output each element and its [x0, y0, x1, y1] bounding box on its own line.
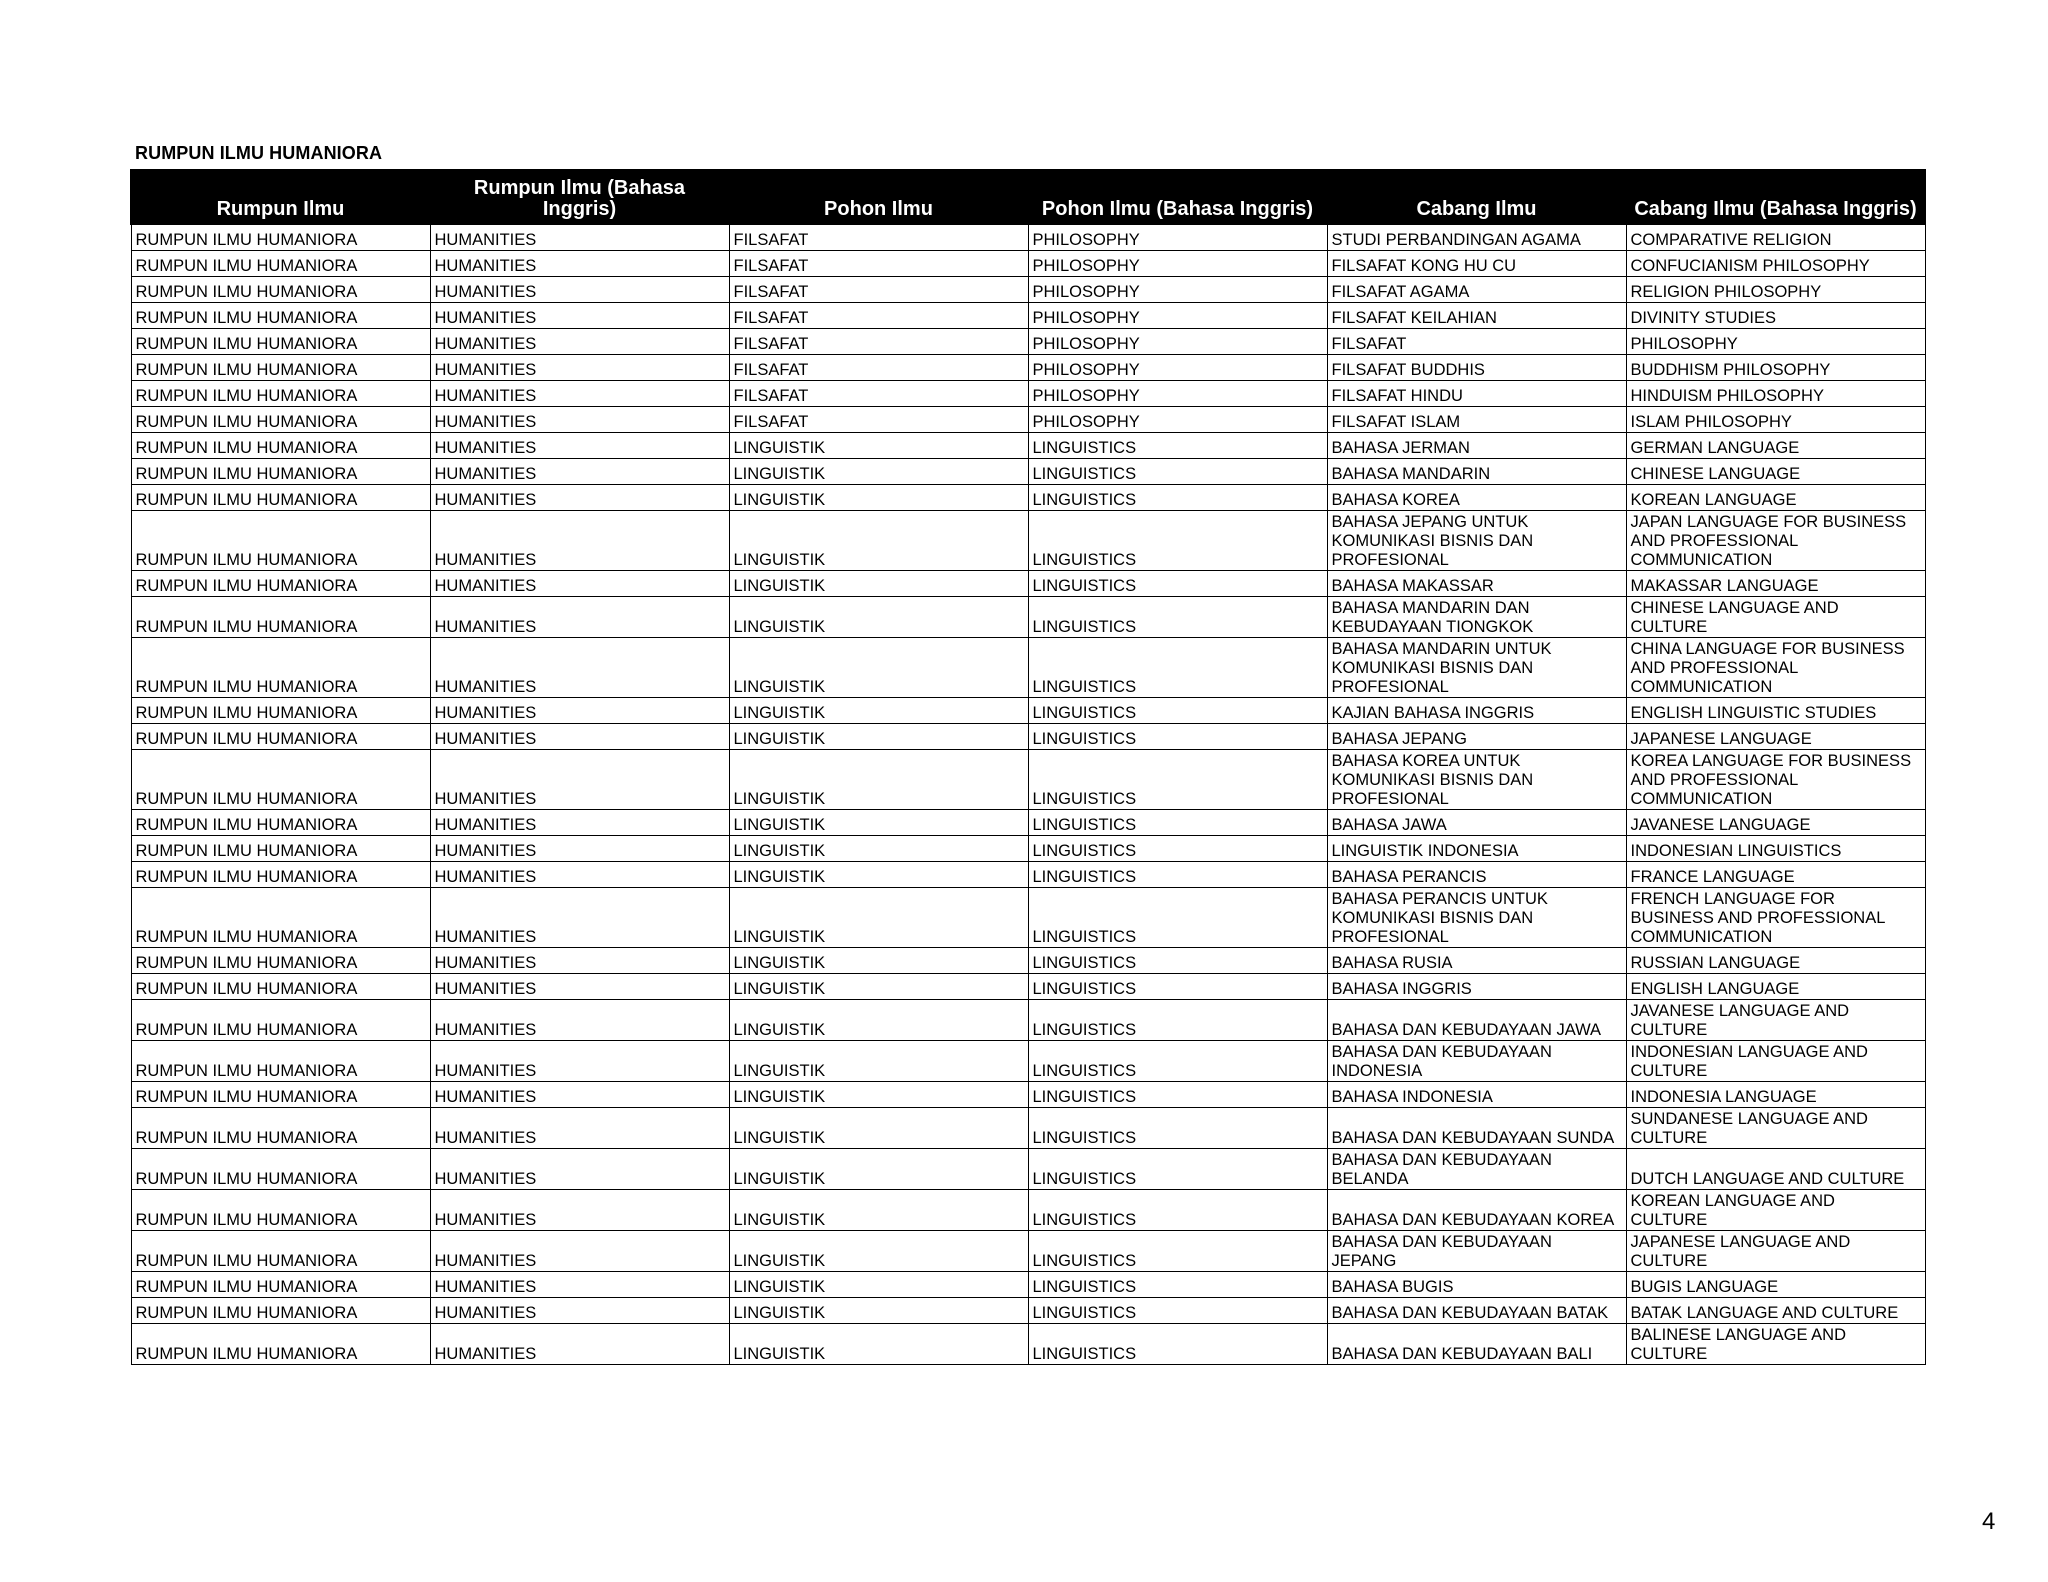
- cell-pohon-ilmu-en: LINGUISTICS: [1028, 1108, 1327, 1149]
- cell-rumpun-ilmu: RUMPUN ILMU HUMANIORA: [131, 571, 430, 597]
- table-row: [131, 810, 1925, 836]
- table-row: [131, 485, 1925, 511]
- table-row: [131, 571, 1925, 597]
- table-row: [131, 381, 1925, 407]
- cell-pohon-ilmu: FILSAFAT: [729, 251, 1028, 277]
- table-row: [131, 1190, 1925, 1231]
- cell-pohon-ilmu: LINGUISTIK: [729, 1108, 1028, 1149]
- table-row: [131, 1000, 1925, 1041]
- cell-pohon-ilmu: FILSAFAT: [729, 303, 1028, 329]
- cell-cabang-ilmu-en: CHINESE LANGUAGE: [1626, 459, 1925, 485]
- cell-cabang-ilmu: FILSAFAT ISLAM: [1327, 407, 1626, 433]
- cell-pohon-ilmu-en: LINGUISTICS: [1028, 638, 1327, 698]
- cell-cabang-ilmu: BAHASA KOREA UNTUK KOMUNIKASI BISNIS DAN PROFESIONAL: [1327, 750, 1626, 810]
- cell-rumpun-ilmu-en: HUMANITIES: [430, 1298, 729, 1324]
- cell-rumpun-ilmu: RUMPUN ILMU HUMANIORA: [131, 698, 430, 724]
- cell-pohon-ilmu: LINGUISTIK: [729, 597, 1028, 638]
- cell-pohon-ilmu-en: LINGUISTICS: [1028, 750, 1327, 810]
- cell-cabang-ilmu: BAHASA INGGRIS: [1327, 974, 1626, 1000]
- cell-rumpun-ilmu-en: HUMANITIES: [430, 511, 729, 571]
- column-header: Pohon Ilmu: [729, 170, 1028, 224]
- rumpun-ilmu-table: [130, 169, 1926, 1365]
- cell-cabang-ilmu: BAHASA MANDARIN DAN KEBUDAYAAN TIONGKOK: [1327, 597, 1626, 638]
- table-row: [131, 948, 1925, 974]
- cell-cabang-ilmu: BAHASA DAN KEBUDAYAAN JEPANG: [1327, 1231, 1626, 1272]
- cell-pohon-ilmu: FILSAFAT: [729, 277, 1028, 303]
- cell-rumpun-ilmu: RUMPUN ILMU HUMANIORA: [131, 836, 430, 862]
- cell-cabang-ilmu: BAHASA DAN KEBUDAYAAN BALI: [1327, 1324, 1626, 1365]
- cell-rumpun-ilmu-en: HUMANITIES: [430, 407, 729, 433]
- cell-rumpun-ilmu-en: HUMANITIES: [430, 1108, 729, 1149]
- cell-cabang-ilmu-en: MAKASSAR LANGUAGE: [1626, 571, 1925, 597]
- table-row: [131, 1231, 1925, 1272]
- cell-pohon-ilmu: LINGUISTIK: [729, 1149, 1028, 1190]
- table-row: [131, 638, 1925, 698]
- cell-pohon-ilmu: LINGUISTIK: [729, 888, 1028, 948]
- cell-pohon-ilmu-en: LINGUISTICS: [1028, 724, 1327, 750]
- cell-cabang-ilmu-en: BALINESE LANGUAGE AND CULTURE: [1626, 1324, 1925, 1365]
- cell-rumpun-ilmu-en: HUMANITIES: [430, 948, 729, 974]
- cell-cabang-ilmu: FILSAFAT KEILAHIAN: [1327, 303, 1626, 329]
- cell-cabang-ilmu-en: CHINESE LANGUAGE AND CULTURE: [1626, 597, 1925, 638]
- table-row: [131, 251, 1925, 277]
- cell-cabang-ilmu: BAHASA JEPANG: [1327, 724, 1626, 750]
- cell-rumpun-ilmu: RUMPUN ILMU HUMANIORA: [131, 724, 430, 750]
- cell-rumpun-ilmu-en: HUMANITIES: [430, 485, 729, 511]
- cell-pohon-ilmu-en: LINGUISTICS: [1028, 1041, 1327, 1082]
- cell-pohon-ilmu-en: PHILOSOPHY: [1028, 329, 1327, 355]
- cell-cabang-ilmu: FILSAFAT: [1327, 329, 1626, 355]
- cell-rumpun-ilmu: RUMPUN ILMU HUMANIORA: [131, 974, 430, 1000]
- cell-pohon-ilmu: LINGUISTIK: [729, 1298, 1028, 1324]
- cell-pohon-ilmu: LINGUISTIK: [729, 638, 1028, 698]
- cell-pohon-ilmu-en: LINGUISTICS: [1028, 1231, 1327, 1272]
- column-header: Cabang Ilmu (Bahasa Inggris): [1626, 170, 1925, 224]
- cell-pohon-ilmu: LINGUISTIK: [729, 1272, 1028, 1298]
- cell-pohon-ilmu-en: LINGUISTICS: [1028, 1082, 1327, 1108]
- cell-rumpun-ilmu: RUMPUN ILMU HUMANIORA: [131, 224, 430, 251]
- cell-pohon-ilmu: LINGUISTIK: [729, 810, 1028, 836]
- cell-pohon-ilmu: LINGUISTIK: [729, 485, 1028, 511]
- cell-cabang-ilmu: BAHASA MANDARIN: [1327, 459, 1626, 485]
- cell-cabang-ilmu-en: ENGLISH LINGUISTIC STUDIES: [1626, 698, 1925, 724]
- cell-pohon-ilmu: LINGUISTIK: [729, 1000, 1028, 1041]
- cell-rumpun-ilmu: RUMPUN ILMU HUMANIORA: [131, 810, 430, 836]
- cell-rumpun-ilmu-en: HUMANITIES: [430, 750, 729, 810]
- cell-cabang-ilmu-en: RELIGION PHILOSOPHY: [1626, 277, 1925, 303]
- cell-cabang-ilmu-en: CHINA LANGUAGE FOR BUSINESS AND PROFESSIONAL COMMUNICATION: [1626, 638, 1925, 698]
- cell-pohon-ilmu-en: LINGUISTICS: [1028, 433, 1327, 459]
- cell-rumpun-ilmu: RUMPUN ILMU HUMANIORA: [131, 1190, 430, 1231]
- cell-cabang-ilmu-en: DUTCH LANGUAGE AND CULTURE: [1626, 1149, 1925, 1190]
- cell-rumpun-ilmu: RUMPUN ILMU HUMANIORA: [131, 251, 430, 277]
- cell-pohon-ilmu: LINGUISTIK: [729, 459, 1028, 485]
- cell-cabang-ilmu: FILSAFAT AGAMA: [1327, 277, 1626, 303]
- cell-cabang-ilmu-en: HINDUISM PHILOSOPHY: [1626, 381, 1925, 407]
- cell-rumpun-ilmu: RUMPUN ILMU HUMANIORA: [131, 1149, 430, 1190]
- cell-rumpun-ilmu-en: HUMANITIES: [430, 303, 729, 329]
- cell-rumpun-ilmu-en: HUMANITIES: [430, 251, 729, 277]
- table-row: [131, 1108, 1925, 1149]
- cell-rumpun-ilmu-en: HUMANITIES: [430, 1041, 729, 1082]
- cell-cabang-ilmu: BAHASA INDONESIA: [1327, 1082, 1626, 1108]
- cell-pohon-ilmu-en: LINGUISTICS: [1028, 698, 1327, 724]
- page-number: 4: [1982, 1508, 1996, 1535]
- cell-cabang-ilmu-en: DIVINITY STUDIES: [1626, 303, 1925, 329]
- cell-cabang-ilmu: BAHASA RUSIA: [1327, 948, 1626, 974]
- table-row: [131, 750, 1925, 810]
- cell-cabang-ilmu-en: KOREAN LANGUAGE: [1626, 485, 1925, 511]
- cell-cabang-ilmu-en: RUSSIAN LANGUAGE: [1626, 948, 1925, 974]
- cell-rumpun-ilmu-en: HUMANITIES: [430, 1149, 729, 1190]
- cell-rumpun-ilmu: RUMPUN ILMU HUMANIORA: [131, 355, 430, 381]
- cell-rumpun-ilmu-en: HUMANITIES: [430, 1082, 729, 1108]
- cell-rumpun-ilmu: RUMPUN ILMU HUMANIORA: [131, 1082, 430, 1108]
- cell-pohon-ilmu: LINGUISTIK: [729, 1082, 1028, 1108]
- cell-pohon-ilmu-en: LINGUISTICS: [1028, 974, 1327, 1000]
- cell-cabang-ilmu: FILSAFAT BUDDHIS: [1327, 355, 1626, 381]
- cell-pohon-ilmu-en: LINGUISTICS: [1028, 485, 1327, 511]
- cell-rumpun-ilmu-en: HUMANITIES: [430, 381, 729, 407]
- cell-pohon-ilmu: FILSAFAT: [729, 355, 1028, 381]
- cell-rumpun-ilmu: RUMPUN ILMU HUMANIORA: [131, 888, 430, 948]
- cell-cabang-ilmu: FILSAFAT HINDU: [1327, 381, 1626, 407]
- cell-rumpun-ilmu-en: HUMANITIES: [430, 277, 729, 303]
- table-row: [131, 355, 1925, 381]
- cell-pohon-ilmu: LINGUISTIK: [729, 698, 1028, 724]
- cell-pohon-ilmu: LINGUISTIK: [729, 433, 1028, 459]
- cell-rumpun-ilmu: RUMPUN ILMU HUMANIORA: [131, 277, 430, 303]
- cell-pohon-ilmu: LINGUISTIK: [729, 511, 1028, 571]
- cell-rumpun-ilmu-en: HUMANITIES: [430, 724, 729, 750]
- cell-rumpun-ilmu: RUMPUN ILMU HUMANIORA: [131, 329, 430, 355]
- table-row: [131, 407, 1925, 433]
- cell-rumpun-ilmu: RUMPUN ILMU HUMANIORA: [131, 485, 430, 511]
- cell-cabang-ilmu: BAHASA MANDARIN UNTUK KOMUNIKASI BISNIS DAN PROFESIONAL: [1327, 638, 1626, 698]
- cell-pohon-ilmu: FILSAFAT: [729, 407, 1028, 433]
- cell-pohon-ilmu-en: LINGUISTICS: [1028, 1190, 1327, 1231]
- cell-pohon-ilmu: LINGUISTIK: [729, 862, 1028, 888]
- cell-cabang-ilmu: BAHASA PERANCIS: [1327, 862, 1626, 888]
- cell-rumpun-ilmu-en: HUMANITIES: [430, 836, 729, 862]
- cell-cabang-ilmu: BAHASA PERANCIS UNTUK KOMUNIKASI BISNIS DAN PROFESIONAL: [1327, 888, 1626, 948]
- cell-rumpun-ilmu: RUMPUN ILMU HUMANIORA: [131, 862, 430, 888]
- cell-pohon-ilmu: LINGUISTIK: [729, 948, 1028, 974]
- table-row: [131, 329, 1925, 355]
- cell-rumpun-ilmu: RUMPUN ILMU HUMANIORA: [131, 1298, 430, 1324]
- cell-rumpun-ilmu-en: HUMANITIES: [430, 329, 729, 355]
- cell-rumpun-ilmu-en: HUMANITIES: [430, 459, 729, 485]
- table-row: [131, 277, 1925, 303]
- cell-cabang-ilmu-en: INDONESIAN LINGUISTICS: [1626, 836, 1925, 862]
- cell-cabang-ilmu: BAHASA DAN KEBUDAYAAN BELANDA: [1327, 1149, 1626, 1190]
- column-header: Rumpun Ilmu (Bahasa Inggris): [430, 170, 729, 224]
- table-row: [131, 459, 1925, 485]
- cell-rumpun-ilmu-en: HUMANITIES: [430, 1190, 729, 1231]
- table-row: [131, 1324, 1925, 1365]
- cell-rumpun-ilmu: RUMPUN ILMU HUMANIORA: [131, 597, 430, 638]
- cell-cabang-ilmu: BAHASA JAWA: [1327, 810, 1626, 836]
- cell-cabang-ilmu-en: KOREA LANGUAGE FOR BUSINESS AND PROFESSIONAL COMMUNICATION: [1626, 750, 1925, 810]
- cell-cabang-ilmu: BAHASA JERMAN: [1327, 433, 1626, 459]
- cell-cabang-ilmu: KAJIAN BAHASA INGGRIS: [1327, 698, 1626, 724]
- cell-cabang-ilmu-en: CONFUCIANISM PHILOSOPHY: [1626, 251, 1925, 277]
- cell-pohon-ilmu-en: LINGUISTICS: [1028, 1149, 1327, 1190]
- cell-rumpun-ilmu: RUMPUN ILMU HUMANIORA: [131, 750, 430, 810]
- cell-rumpun-ilmu: RUMPUN ILMU HUMANIORA: [131, 381, 430, 407]
- cell-rumpun-ilmu-en: HUMANITIES: [430, 571, 729, 597]
- cell-cabang-ilmu-en: FRANCE LANGUAGE: [1626, 862, 1925, 888]
- table-row: [131, 1082, 1925, 1108]
- cell-cabang-ilmu-en: JAPANESE LANGUAGE AND CULTURE: [1626, 1231, 1925, 1272]
- cell-cabang-ilmu-en: KOREAN LANGUAGE AND CULTURE: [1626, 1190, 1925, 1231]
- header-row: [131, 170, 1925, 224]
- cell-cabang-ilmu: BAHASA BUGIS: [1327, 1272, 1626, 1298]
- cell-pohon-ilmu: LINGUISTIK: [729, 1190, 1028, 1231]
- cell-pohon-ilmu-en: PHILOSOPHY: [1028, 224, 1327, 251]
- cell-pohon-ilmu-en: PHILOSOPHY: [1028, 407, 1327, 433]
- cell-pohon-ilmu-en: LINGUISTICS: [1028, 597, 1327, 638]
- page-title: RUMPUN ILMU HUMANIORA: [135, 143, 383, 163]
- cell-rumpun-ilmu: RUMPUN ILMU HUMANIORA: [131, 1324, 430, 1365]
- cell-pohon-ilmu: LINGUISTIK: [729, 1041, 1028, 1082]
- cell-cabang-ilmu: BAHASA DAN KEBUDAYAAN JAWA: [1327, 1000, 1626, 1041]
- cell-rumpun-ilmu-en: HUMANITIES: [430, 224, 729, 251]
- table-row: [131, 433, 1925, 459]
- cell-pohon-ilmu-en: LINGUISTICS: [1028, 862, 1327, 888]
- cell-rumpun-ilmu: RUMPUN ILMU HUMANIORA: [131, 407, 430, 433]
- cell-rumpun-ilmu-en: HUMANITIES: [430, 355, 729, 381]
- cell-cabang-ilmu: BAHASA DAN KEBUDAYAAN INDONESIA: [1327, 1041, 1626, 1082]
- cell-cabang-ilmu-en: SUNDANESE LANGUAGE AND CULTURE: [1626, 1108, 1925, 1149]
- column-header: Pohon Ilmu (Bahasa Inggris): [1028, 170, 1327, 224]
- cell-rumpun-ilmu-en: HUMANITIES: [430, 597, 729, 638]
- cell-cabang-ilmu-en: JAPANESE LANGUAGE: [1626, 724, 1925, 750]
- cell-pohon-ilmu-en: LINGUISTICS: [1028, 810, 1327, 836]
- table-row: [131, 888, 1925, 948]
- cell-cabang-ilmu-en: JAVANESE LANGUAGE AND CULTURE: [1626, 1000, 1925, 1041]
- cell-cabang-ilmu: FILSAFAT KONG HU CU: [1327, 251, 1626, 277]
- cell-cabang-ilmu-en: JAVANESE LANGUAGE: [1626, 810, 1925, 836]
- column-header: Rumpun Ilmu: [131, 170, 430, 224]
- table-row: [131, 1149, 1925, 1190]
- cell-rumpun-ilmu-en: HUMANITIES: [430, 1231, 729, 1272]
- cell-pohon-ilmu: LINGUISTIK: [729, 1324, 1028, 1365]
- cell-cabang-ilmu-en: BATAK LANGUAGE AND CULTURE: [1626, 1298, 1925, 1324]
- cell-pohon-ilmu-en: LINGUISTICS: [1028, 459, 1327, 485]
- cell-rumpun-ilmu: RUMPUN ILMU HUMANIORA: [131, 638, 430, 698]
- cell-pohon-ilmu: LINGUISTIK: [729, 750, 1028, 810]
- cell-cabang-ilmu: LINGUISTIK INDONESIA: [1327, 836, 1626, 862]
- table-body: [131, 224, 1925, 1365]
- cell-cabang-ilmu-en: COMPARATIVE RELIGION: [1626, 224, 1925, 251]
- cell-rumpun-ilmu-en: HUMANITIES: [430, 1000, 729, 1041]
- cell-pohon-ilmu-en: LINGUISTICS: [1028, 1324, 1327, 1365]
- table-row: [131, 862, 1925, 888]
- cell-cabang-ilmu: BAHASA DAN KEBUDAYAAN SUNDA: [1327, 1108, 1626, 1149]
- cell-cabang-ilmu: STUDI PERBANDINGAN AGAMA: [1327, 224, 1626, 251]
- cell-rumpun-ilmu: RUMPUN ILMU HUMANIORA: [131, 1272, 430, 1298]
- table-row: [131, 974, 1925, 1000]
- cell-cabang-ilmu-en: FRENCH LANGUAGE FOR BUSINESS AND PROFESSIONAL COMMUNICATION: [1626, 888, 1925, 948]
- cell-pohon-ilmu-en: LINGUISTICS: [1028, 1298, 1327, 1324]
- cell-pohon-ilmu-en: LINGUISTICS: [1028, 948, 1327, 974]
- cell-pohon-ilmu-en: LINGUISTICS: [1028, 571, 1327, 597]
- cell-rumpun-ilmu-en: HUMANITIES: [430, 638, 729, 698]
- table-row: [131, 597, 1925, 638]
- table-row: [131, 724, 1925, 750]
- cell-cabang-ilmu-en: BUDDHISM PHILOSOPHY: [1626, 355, 1925, 381]
- cell-pohon-ilmu-en: PHILOSOPHY: [1028, 355, 1327, 381]
- table-row: [131, 1272, 1925, 1298]
- cell-pohon-ilmu: LINGUISTIK: [729, 836, 1028, 862]
- cell-cabang-ilmu-en: GERMAN LANGUAGE: [1626, 433, 1925, 459]
- cell-pohon-ilmu-en: LINGUISTICS: [1028, 511, 1327, 571]
- cell-pohon-ilmu-en: LINGUISTICS: [1028, 836, 1327, 862]
- cell-rumpun-ilmu: RUMPUN ILMU HUMANIORA: [131, 303, 430, 329]
- cell-cabang-ilmu: BAHASA MAKASSAR: [1327, 571, 1626, 597]
- cell-rumpun-ilmu-en: HUMANITIES: [430, 1324, 729, 1365]
- cell-rumpun-ilmu: RUMPUN ILMU HUMANIORA: [131, 1231, 430, 1272]
- table-row: [131, 698, 1925, 724]
- column-header: Cabang Ilmu: [1327, 170, 1626, 224]
- cell-pohon-ilmu-en: PHILOSOPHY: [1028, 277, 1327, 303]
- cell-rumpun-ilmu-en: HUMANITIES: [430, 974, 729, 1000]
- cell-cabang-ilmu-en: ENGLISH LANGUAGE: [1626, 974, 1925, 1000]
- table-row: [131, 1041, 1925, 1082]
- cell-cabang-ilmu-en: BUGIS LANGUAGE: [1626, 1272, 1925, 1298]
- cell-rumpun-ilmu-en: HUMANITIES: [430, 433, 729, 459]
- cell-pohon-ilmu-en: PHILOSOPHY: [1028, 251, 1327, 277]
- cell-rumpun-ilmu: RUMPUN ILMU HUMANIORA: [131, 511, 430, 571]
- cell-pohon-ilmu: LINGUISTIK: [729, 974, 1028, 1000]
- cell-pohon-ilmu-en: LINGUISTICS: [1028, 1272, 1327, 1298]
- cell-cabang-ilmu: BAHASA JEPANG UNTUK KOMUNIKASI BISNIS DAN PROFESIONAL: [1327, 511, 1626, 571]
- cell-pohon-ilmu: LINGUISTIK: [729, 571, 1028, 597]
- cell-pohon-ilmu-en: PHILOSOPHY: [1028, 303, 1327, 329]
- cell-rumpun-ilmu-en: HUMANITIES: [430, 1272, 729, 1298]
- cell-rumpun-ilmu-en: HUMANITIES: [430, 810, 729, 836]
- cell-cabang-ilmu-en: JAPAN LANGUAGE FOR BUSINESS AND PROFESSIONAL COMMUNICATION: [1626, 511, 1925, 571]
- cell-pohon-ilmu-en: LINGUISTICS: [1028, 888, 1327, 948]
- cell-cabang-ilmu: BAHASA KOREA: [1327, 485, 1626, 511]
- cell-rumpun-ilmu: RUMPUN ILMU HUMANIORA: [131, 1000, 430, 1041]
- table-row: [131, 1298, 1925, 1324]
- cell-cabang-ilmu: BAHASA DAN KEBUDAYAAN KOREA: [1327, 1190, 1626, 1231]
- cell-rumpun-ilmu: RUMPUN ILMU HUMANIORA: [131, 459, 430, 485]
- cell-rumpun-ilmu-en: HUMANITIES: [430, 862, 729, 888]
- cell-cabang-ilmu-en: INDONESIA LANGUAGE: [1626, 1082, 1925, 1108]
- cell-rumpun-ilmu: RUMPUN ILMU HUMANIORA: [131, 433, 430, 459]
- cell-cabang-ilmu: BAHASA DAN KEBUDAYAAN BATAK: [1327, 1298, 1626, 1324]
- cell-pohon-ilmu: FILSAFAT: [729, 329, 1028, 355]
- cell-cabang-ilmu-en: ISLAM PHILOSOPHY: [1626, 407, 1925, 433]
- cell-pohon-ilmu: LINGUISTIK: [729, 1231, 1028, 1272]
- cell-pohon-ilmu: FILSAFAT: [729, 224, 1028, 251]
- table-row: [131, 303, 1925, 329]
- cell-pohon-ilmu: FILSAFAT: [729, 381, 1028, 407]
- cell-pohon-ilmu: LINGUISTIK: [729, 724, 1028, 750]
- table-header: [131, 170, 1925, 224]
- table-row: [131, 511, 1925, 571]
- cell-rumpun-ilmu-en: HUMANITIES: [430, 888, 729, 948]
- cell-rumpun-ilmu: RUMPUN ILMU HUMANIORA: [131, 1108, 430, 1149]
- table-row: [131, 224, 1925, 251]
- table-row: [131, 836, 1925, 862]
- cell-cabang-ilmu-en: INDONESIAN LANGUAGE AND CULTURE: [1626, 1041, 1925, 1082]
- cell-rumpun-ilmu: RUMPUN ILMU HUMANIORA: [131, 948, 430, 974]
- cell-pohon-ilmu-en: PHILOSOPHY: [1028, 381, 1327, 407]
- cell-cabang-ilmu-en: PHILOSOPHY: [1626, 329, 1925, 355]
- cell-rumpun-ilmu: RUMPUN ILMU HUMANIORA: [131, 1041, 430, 1082]
- cell-rumpun-ilmu-en: HUMANITIES: [430, 698, 729, 724]
- cell-pohon-ilmu-en: LINGUISTICS: [1028, 1000, 1327, 1041]
